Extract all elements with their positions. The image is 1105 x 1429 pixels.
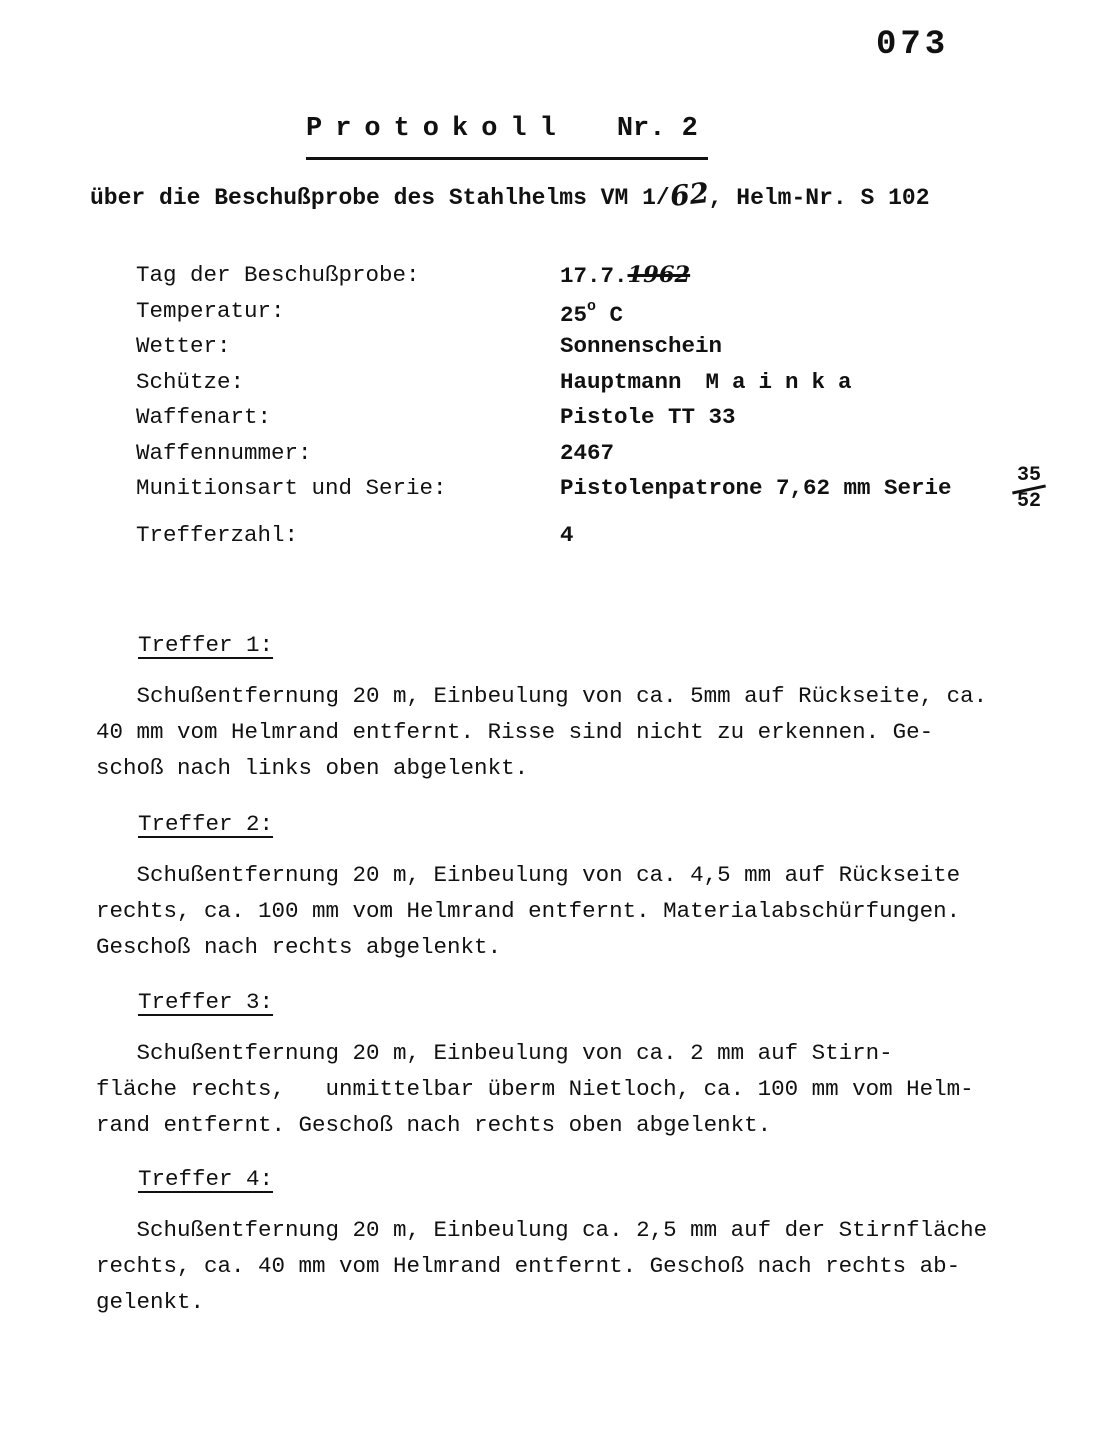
handwritten-series-fraction xyxy=(1012,466,1046,512)
hit-heading: Treffer 2: xyxy=(138,811,274,837)
hit-heading: Treffer 1: xyxy=(138,632,274,658)
weapon-value: Pistole TT 33 xyxy=(560,404,736,430)
hit-description: Schußentfernung 20 m, Einbeulung ca. 2,5 mm auf der Stirnfläche rechts, ca. 40 mm vom Helmrand entfernt. Geschoß nach rechts ab- gelenkt. xyxy=(96,1217,988,1315)
series-numerator: 35 xyxy=(1016,464,1041,487)
shooter-rank: Hauptmann xyxy=(560,368,682,395)
hit-heading: Treffer 4: xyxy=(138,1166,274,1192)
document-title xyxy=(306,114,708,144)
handwritten-model-year: 62 xyxy=(668,176,711,213)
weather-value: Sonnenschein xyxy=(560,333,723,359)
date-label: Tag der Beschußprobe: xyxy=(136,262,420,288)
date-day-month: 17.7. xyxy=(560,263,628,289)
shooter-name: Mainka xyxy=(705,368,865,395)
hits-value: 4 xyxy=(560,522,574,548)
page-number: 073 xyxy=(876,26,950,64)
date-value xyxy=(560,262,690,289)
shooter-label: Schütze: xyxy=(136,368,245,395)
hit-section xyxy=(96,811,1086,965)
weapon-number-label: Waffennummer: xyxy=(136,439,312,466)
hit-description: Schußentfernung 20 m, Einbeulung von ca. 2 mm auf Stirn- fläche rechts, unmittelbar überm Nietloch, ca. 100 mm vom Helm- rand entfernt. Geschoß nach rechts oben abgelenkt. xyxy=(96,1040,974,1138)
hit-description: Schußentfernung 20 m, Einbeulung von ca. 4,5 mm auf Rückseite rechts, ca. 100 mm vom Helmrand entfernt. Materialabschürfungen. Geschoß nach rechts abgelenkt. xyxy=(96,862,961,960)
hit-description: Schußentfernung 20 m, Einbeulung von ca. 5mm auf Rückseite, ca. 40 mm vom Helmrand entfernt. Risse sind nicht zu erkennen. Ge- schoß nach links oben abgelenkt. xyxy=(96,683,988,781)
ammo-label: Munitionsart und Serie: xyxy=(136,475,447,501)
ammo-value: Pistolenpatrone 7,62 mm Serie xyxy=(560,475,952,501)
temperature-number: 25 xyxy=(560,301,588,328)
title-underline xyxy=(306,157,708,160)
title-word: Protokoll xyxy=(306,114,569,144)
temperature-label: Temperatur: xyxy=(136,297,285,324)
hit-section xyxy=(96,989,1086,1143)
hit-heading: Treffer 3: xyxy=(138,989,274,1015)
temperature-unit: C xyxy=(596,301,624,328)
hit-section xyxy=(96,632,1086,786)
hits-label: Trefferzahl: xyxy=(136,522,299,548)
series-denominator: 52 xyxy=(1016,490,1041,513)
subtitle-suffix: , Helm-Nr. S 102 xyxy=(708,185,930,211)
shooter-value xyxy=(560,369,865,395)
struck-year: 1962 xyxy=(627,262,691,288)
subtitle-prefix: über die Beschußprobe des Stahlhelms VM 1/ xyxy=(90,185,670,211)
document-subtitle xyxy=(90,178,930,211)
weather-label: Wetter: xyxy=(136,333,231,359)
temperature-value xyxy=(560,298,623,328)
weapon-number-value: 2467 xyxy=(560,439,615,466)
hit-section xyxy=(96,1166,1086,1320)
title-number: Nr. 2 xyxy=(616,114,698,144)
degree-sign: o xyxy=(587,297,597,315)
weapon-label: Waffenart: xyxy=(136,404,272,430)
